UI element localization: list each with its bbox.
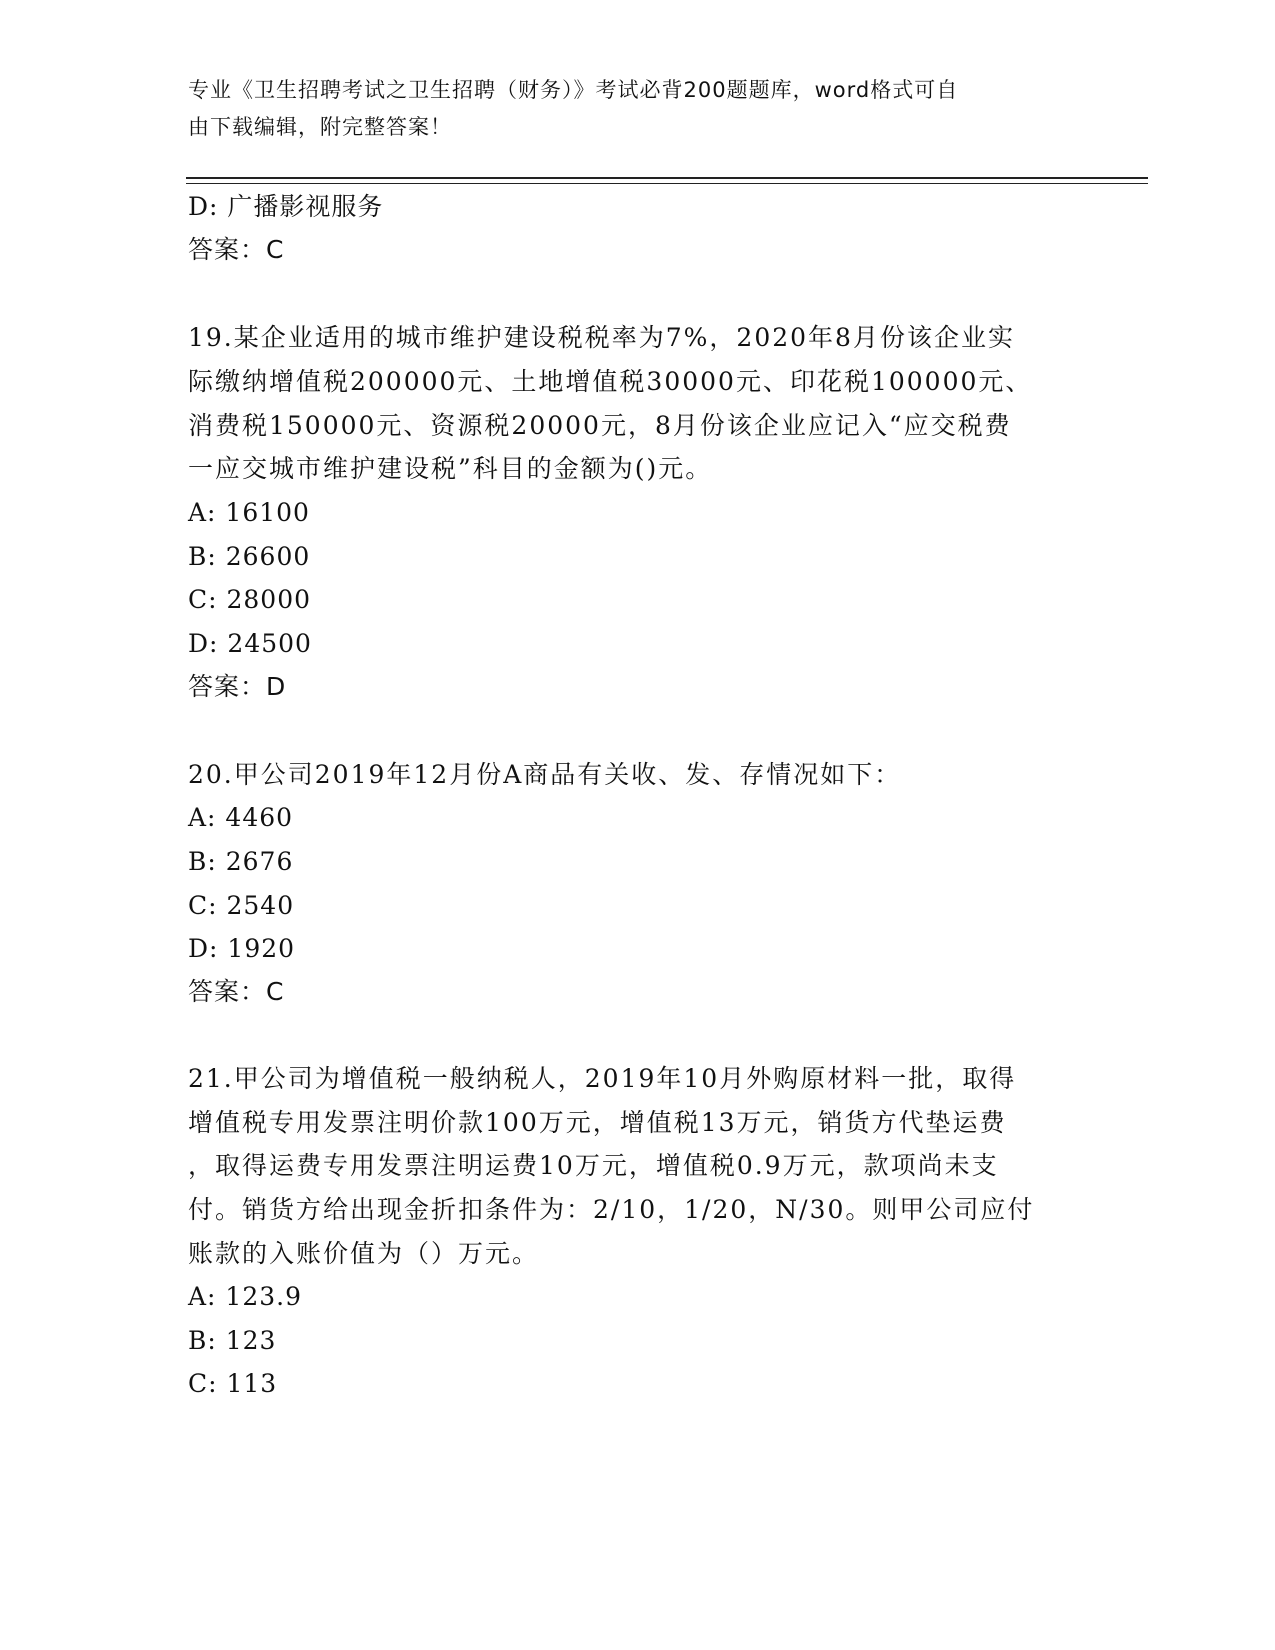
- header-line-1: 专业《卫生招聘考试之卫生招聘（财务）》考试必背200题题库，word格式可自: [188, 78, 959, 102]
- q21-text-line-1: 21.甲公司为增值税一般纳税人，2019年10月外购原材料一批，取得: [188, 1064, 1017, 1093]
- q19-text-line-3: 消费税150000元、资源税20000元，8月份该企业应记入“应交税费: [188, 411, 1012, 440]
- q20-option-b: B: 2676: [188, 847, 294, 876]
- q20-option-a: A: 4460: [188, 803, 294, 832]
- q20-option-c: C: 2540: [188, 891, 295, 920]
- q20-text-line-1: 20.甲公司2019年12月份A商品有关收、发、存情况如下：: [188, 760, 902, 789]
- q21-text-line-3: ，取得运费专用发票注明运费10万元，增值税0.9万元，款项尚未支: [188, 1151, 999, 1180]
- q19-option-c: C: 28000: [188, 585, 312, 614]
- q21-option-c: C: 113: [188, 1369, 278, 1398]
- header-divider: [186, 177, 1148, 179]
- q21-text-line-4: 付。销货方给出现金折扣条件为：2/10，1/20，N/30。则甲公司应付: [188, 1195, 1035, 1224]
- q20-answer: 答案：C: [188, 977, 285, 1006]
- q21-option-b: B: 123: [188, 1326, 277, 1355]
- q21-option-a: A: 123.9: [188, 1282, 302, 1311]
- q19-option-d: D: 24500: [188, 629, 312, 658]
- q19-answer: 答案：D: [188, 672, 287, 701]
- q21-text-line-5: 账款的入账价值为（）万元。: [188, 1239, 540, 1268]
- header-line-2: 由下载编辑，附完整答案！: [188, 115, 452, 139]
- q19-text-line-2: 际缴纳增值税200000元、土地增值税30000元、印花税100000元、: [188, 367, 1033, 396]
- q19-option-b: B: 26600: [188, 542, 311, 571]
- q21-text-line-2: 增值税专用发票注明价款100万元，增值税13万元，销货方代垫运费: [188, 1108, 1007, 1137]
- prev-answer: 答案：C: [188, 235, 285, 264]
- page-header: [188, 72, 1068, 146]
- q19-option-a: A: 16100: [188, 498, 310, 527]
- prev-option-d: D: 广播影视服务: [188, 192, 384, 221]
- q20-option-d: D: 1920: [188, 934, 296, 963]
- q19-text-line-1: 19.某企业适用的城市维护建设税税率为7%，2020年8月份该企业实: [188, 323, 1015, 352]
- q19-text-line-4: 一应交城市维护建设税”科目的金额为()元。: [188, 454, 713, 483]
- header-divider-thin: [186, 183, 1148, 184]
